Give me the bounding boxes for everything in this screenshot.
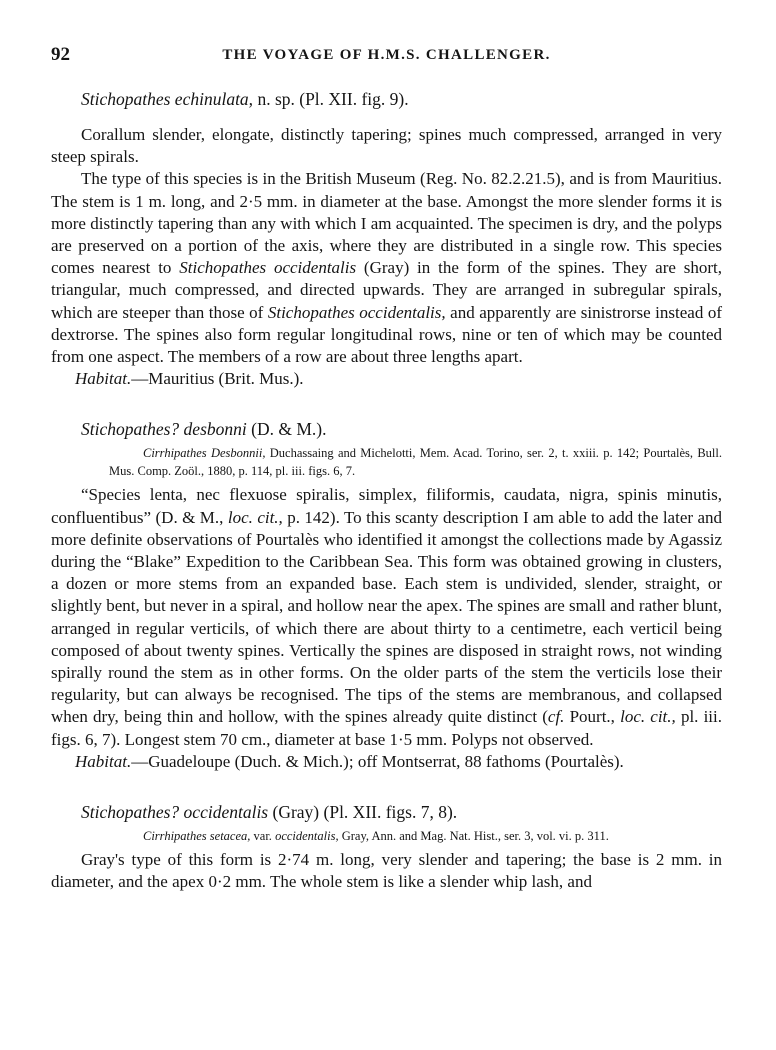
synonymy: Cirrhipathes setacea, var. occidentalis, Gray, Ann. and Mag. Nat. Hist., ser. 3, vol. vi. p. 311. bbox=[143, 829, 609, 844]
habitat-label: Habitat. bbox=[75, 751, 132, 771]
species-name: Stichopathes? occidentalis bbox=[81, 802, 269, 823]
description-paragraph: The type of this species is in the British Museum (Reg. No. 82.2.21.5), and is from Mauritius. The stem is 1 m. long, and 2·5 mm. in diameter at the base. Amongst the more slender forms it is more distinctly tapering than any with which I am acquainted. The specimen is dry, and the polyps are preserved on a portion of the axis, where they are distributed in a single row. This species comes nearest to Stichopathes occidentalis (Gray) in the form of the spines. They are short, triangular, much compressed, and directed upwards. They are arranged in subregular spirals, which are steeper than those of Stichopathes occidentalis, and apparently are sinistrorse instead of dextrorse. The spines also form regular longitudinal rows, nine or ten of which may be counted from one aspect. The members of a row are about three lengths apart. bbox=[51, 169, 722, 367]
species-heading-rest: (D. & M.). bbox=[246, 419, 327, 440]
running-title: THE VOYAGE OF H.M.S. CHALLENGER. bbox=[222, 47, 551, 63]
description-paragraph: “Species lenta, nec flexuose spiralis, simplex, filiformis, caudata, nigra, spinis minutis, confluentibus” (D. & M., loc. cit., p. 142). To this scanty description I am able to add the later and more definite observations of Pourtalès who identified it amongst the collections made by Agassiz during the “Blake” Expedition to the Caribbean Sea. This form was obtained growing in clusters, a dozen or more stems from an expanded base. Each stem is undivided, slender, straight, or slightly bent, but never in a spiral, and hollow near the apex. The spines are small and rather blunt, arranged in regular verticils, of which there are about thirty to a centimetre, each verticil being composed of about twenty spines. Vertically the spines are disposed in straight rows, not winding spirally round the stem as in other forms. On the older parts of the stem the verticils lose their regularity, but can always be recognised. The tips of the stems are membranous, and collapsed when dry, being thin and hollow, with the spines already quite distinct (cf. Pourt., loc. cit., pl. iii. figs. 6, 7). Longest stem 70 cm., diameter at base 1·5 mm. Polyps not observed. bbox=[51, 485, 723, 749]
description-paragraph: Gray's type of this form is 2·74 m. long, very slender and tapering; the base is 2 mm. in diameter, and the apex 0·2 mm. The whole stem is like a slender whip lash, and bbox=[51, 850, 722, 892]
species-heading-rest: n. sp. (Pl. XII. fig. 9). bbox=[253, 89, 409, 109]
page-header bbox=[51, 44, 722, 68]
species-name: Stichopathes echinulata, bbox=[81, 89, 254, 109]
species-heading-rest: (Gray) (Pl. XII. figs. 7, 8). bbox=[268, 802, 458, 823]
species-name: Stichopathes? desbonni bbox=[81, 419, 247, 440]
habitat-line: Habitat.—Mauritius (Brit. Mus.). bbox=[75, 369, 304, 389]
page-number: 92 bbox=[51, 44, 70, 65]
species-heading-desbonni bbox=[81, 418, 722, 440]
habitat-line: Habitat.—Guadeloupe (Duch. & Mich.); off Montserrat, 88 fathoms (Pourtalès). bbox=[75, 751, 624, 771]
page-body bbox=[51, 88, 722, 893]
species-heading-echinulata bbox=[81, 88, 722, 110]
diagnosis-paragraph: Corallum slender, elongate, distinctly tapering; spines much compressed, arranged in very steep spirals. bbox=[51, 125, 722, 167]
species-heading-occidentalis bbox=[81, 801, 722, 823]
habitat-label: Habitat. bbox=[75, 369, 132, 389]
synonymy: Cirrhipathes Desbonnii, Duchassaing and Michelotti, Mem. Acad. Torino, ser. 2, t. xxiii. p. 142; Pourtalès, Bull. Mus. Comp. Zoöl., 1880, p. 114, pl. iii. figs. 6, 7. bbox=[109, 446, 722, 479]
